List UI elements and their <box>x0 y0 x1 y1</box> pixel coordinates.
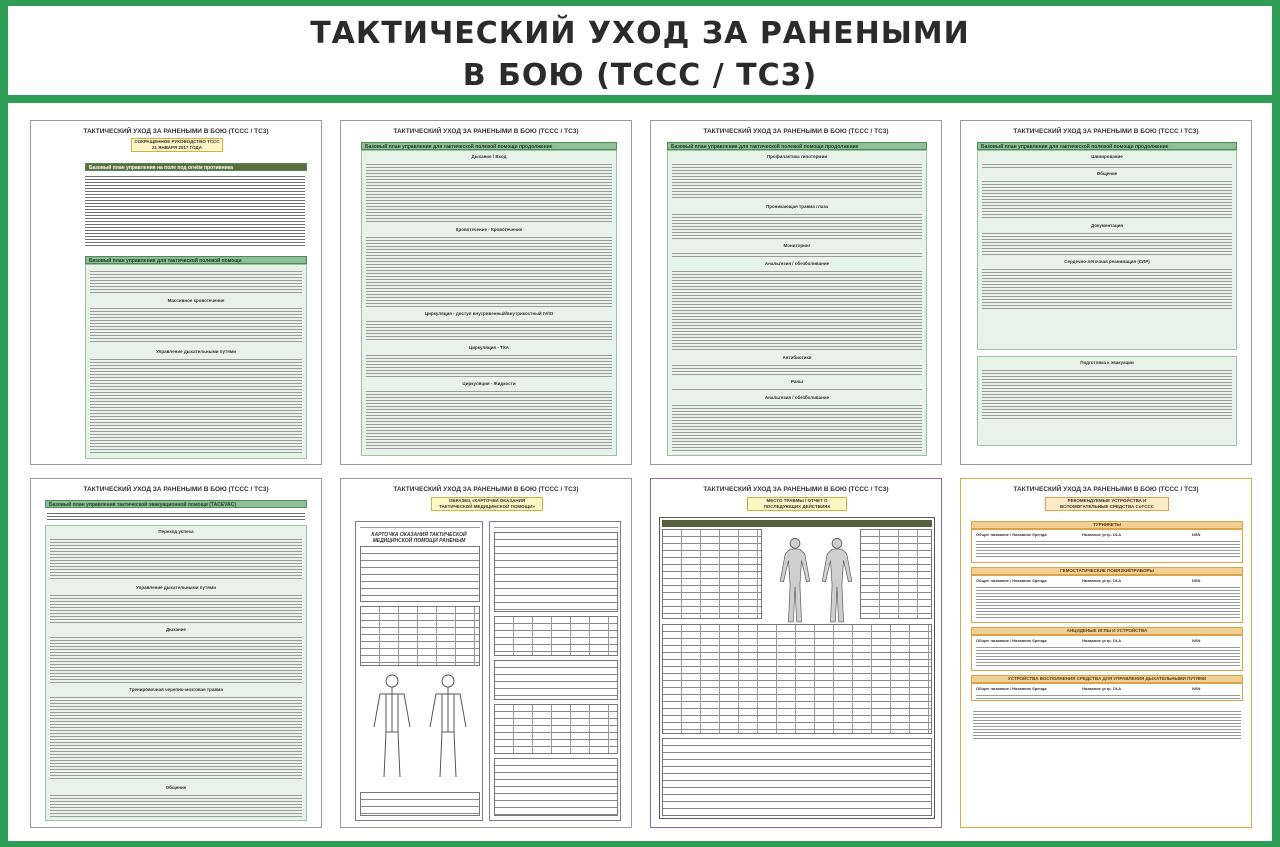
section-heading: Анальгезия / обезболивание <box>764 395 830 400</box>
sheet-5 <box>30 478 322 828</box>
col-label: Общее название / Название бренда <box>976 686 1047 691</box>
form-fields <box>494 660 618 700</box>
text-block <box>90 357 302 453</box>
form-footer <box>360 792 480 816</box>
category-box <box>971 529 1243 563</box>
sheet-8 <box>960 478 1252 828</box>
device-rows <box>976 645 1240 667</box>
sheet-7 <box>650 478 942 828</box>
section-heading: Анальгезия / обезболивание <box>764 261 830 266</box>
poster-header <box>8 6 1272 96</box>
form-grid <box>360 606 480 666</box>
col-label: Общее название / Название бренда <box>976 578 1047 583</box>
section-heading: Циркуляция - TXA <box>468 345 510 350</box>
form-grid <box>494 704 618 754</box>
col-label: NSN <box>1192 578 1201 583</box>
sheet-title: ТАКТИЧЕСКИЙ УХОД ЗА РАНЕНЫМИ В БОЮ (TCCC / TC3) <box>703 128 889 135</box>
form-header-line <box>360 525 480 529</box>
text-block <box>982 231 1232 255</box>
text-block <box>672 403 922 453</box>
text-block <box>672 387 922 391</box>
body-diagram-back <box>426 672 470 782</box>
section-heading: Общение <box>1096 171 1118 176</box>
text-block <box>672 212 922 240</box>
sheet-3 <box>650 120 942 465</box>
poster-title-line2: В БОЮ (TCCC / TC3) <box>462 58 818 93</box>
section-bar: Базовый план управления для тактической полевой помощи продолжение <box>667 142 927 150</box>
section-heading: Документация <box>1090 223 1124 228</box>
report-grid <box>662 624 932 734</box>
casualty-card-title: КАРТОЧКА ОКАЗАНИЯ ТАКТИЧЕСКОЙ МЕДИЦИНСКОЙ ПОМОЩИ РАНЕНЫМ <box>371 532 467 544</box>
section-heading: Профилактика гипотермии <box>766 154 828 159</box>
text-block <box>672 162 922 200</box>
section-heading: Дыхание <box>165 627 187 632</box>
form-grid <box>494 616 618 656</box>
guide-label: СОКРАЩЕННОЕ РУКОВОДСТВО TCCC 21 ЯНВАРЯ 2017 ГОДА <box>131 138 223 152</box>
casualty-card-front <box>355 521 483 821</box>
sheet-title: ТАКТИЧЕСКИЙ УХОД ЗА РАНЕНЫМИ В БОЮ (TCCC / TC3) <box>393 486 579 493</box>
device-rows <box>976 585 1240 619</box>
text-block <box>90 306 302 344</box>
text-block <box>672 363 922 375</box>
section-heading: Циркуляция - Жидкости <box>462 381 516 386</box>
sheet-title: ТАКТИЧЕСКИЙ УХОД ЗА РАНЕНЫМИ В БОЮ (TCCC / TC3) <box>1013 486 1199 493</box>
section-heading: Общение <box>165 785 187 790</box>
section-bar: Базовый план управления для тактической полевой помощи продолжение <box>977 142 1237 150</box>
poster-title-line1: ТАКТИЧЕСКИЙ УХОД ЗА РАНЕНЫМИ <box>310 16 970 51</box>
sheet-title: ТАКТИЧЕСКИЙ УХОД ЗА РАНЕНЫМИ В БОЮ (TCCC / TC3) <box>83 486 269 493</box>
section-box <box>361 150 617 456</box>
device-rows <box>976 693 1240 699</box>
section-heading: Управление дыхательными путями <box>156 349 236 354</box>
section-heading: Массивное кровотечение <box>167 298 225 303</box>
text-block <box>672 251 922 257</box>
category-bar: УСТРОЙСТВА ВОСПОЛНЕНИЯ СРЕДСТВА ДЛЯ УПРАВЛЕНИЯ ДЫХАТЕЛЬНЫМИ ПУТЯМИ <box>971 675 1243 683</box>
report-caption: МЕСТО ТРАВМЫ / ОТЧЕТ О ПОСЛЕДУЮЩИХ ДЕЙСТВИЯХ <box>747 497 847 511</box>
section-box <box>45 525 307 821</box>
report-grid <box>860 529 932 619</box>
form-fields <box>360 546 480 602</box>
text-block <box>50 537 302 581</box>
section-heading: Мониторинг <box>783 243 811 248</box>
section-heading: Антибиотики <box>782 355 812 360</box>
form-caption: ОБРАЗЕЦ «КАРТОЧКИ ОКАЗАНИЯ ТАКТИЧЕСКОЙ МЕДИЦИНСКОЙ ПОМОЩИ» <box>431 497 543 511</box>
section-box <box>667 150 927 456</box>
section-bar: Базовый план управления тактической эвакуационной помощи (TACEVAC) <box>45 500 307 508</box>
sheet-6 <box>340 478 632 828</box>
col-label: NSN <box>1192 638 1201 643</box>
section-heading: Сердечно-лёгочная реанимация (СЛР) <box>1064 259 1150 264</box>
sheet-4 <box>960 120 1252 465</box>
sheet-title: ТАКТИЧЕСКИЙ УХОД ЗА РАНЕНЫМИ В БОЮ (TCCC / TC3) <box>83 128 269 135</box>
sheet-1 <box>30 120 322 465</box>
casualty-card-back <box>489 521 621 821</box>
section-heading: Раны <box>790 379 803 384</box>
section-bar: Базовый план управления для тактической полевой помощи продолжение <box>361 142 617 150</box>
form-header-line <box>494 525 618 529</box>
text-block <box>366 319 612 341</box>
sheet-title: ТАКТИЧЕСКИЙ УХОД ЗА РАНЕНЫМИ В БОЮ (TCCC / TC3) <box>703 486 889 493</box>
devices-caption: РЕКОМЕНДУЕМЫЕ УСТРОЙСТВА И ВСПОМОГАТЕЛЬНЫЕ СРЕДСТВА CoTCCC <box>1045 497 1169 511</box>
sheet-title: ТАКТИЧЕСКИЙ УХОД ЗА РАНЕНЫМИ В БОЮ (TCCC / TC3) <box>1013 128 1199 135</box>
form-fields <box>494 532 618 612</box>
text-block <box>366 353 612 377</box>
body-diagram-front <box>370 672 414 782</box>
body-diagram-back <box>818 536 856 626</box>
section-heading: Кровотечение - Кровотечение <box>455 227 523 232</box>
text-block <box>982 368 1232 420</box>
footnote-text <box>973 709 1241 739</box>
header-divider <box>8 95 1272 103</box>
text-block <box>50 793 302 817</box>
section-bar: Базовый план управления на поле под огнём противника <box>85 163 307 171</box>
col-label: Общее название / Название бренда <box>976 638 1047 643</box>
text-block <box>85 174 305 246</box>
report-form <box>659 517 935 819</box>
section-heading: Проникающая травма глаза <box>765 204 829 209</box>
text-block <box>982 162 1232 168</box>
col-label: Название устр. DLA <box>1082 578 1122 583</box>
col-label: Название устр. DLA <box>1082 638 1122 643</box>
text-block <box>50 635 302 683</box>
category-box <box>971 635 1243 671</box>
category-box <box>971 575 1243 623</box>
device-rows <box>976 539 1240 559</box>
report-grid <box>662 738 932 816</box>
section-heading: Шинирование <box>1091 154 1123 159</box>
section-box <box>977 356 1237 446</box>
text-block <box>366 235 612 307</box>
text-block <box>50 593 302 623</box>
section-heading: Переход успеха <box>158 529 194 534</box>
section-box <box>977 150 1237 350</box>
text-block <box>366 162 612 224</box>
col-label: NSN <box>1192 532 1201 537</box>
category-box <box>971 683 1243 701</box>
col-label: NSN <box>1192 686 1201 691</box>
text-block <box>90 269 302 295</box>
col-label: Название устр. DLA <box>1082 532 1122 537</box>
report-header-band <box>662 520 932 527</box>
category-bar: ГЕМОСТАТИЧЕСКИЕ ПОВЯЗКИ/ПРИБОРЫ <box>971 567 1243 575</box>
report-grid <box>662 529 762 619</box>
section-bar: Базовый план управления для тактической полевой помощи <box>85 256 307 264</box>
category-bar: ТУРНИКЕТЫ <box>971 521 1243 529</box>
category-bar: АНЦИДЕНЫЕ ИГЛЫ И УСТРОЙСТВА <box>971 627 1243 635</box>
form-footer <box>494 758 618 816</box>
section-box <box>85 264 307 459</box>
section-heading: Циркуляция - доступ внутривенный/внутрикостный IV/IO <box>424 311 554 316</box>
section-heading: Тренировочная черепно-мозговая травма <box>129 687 223 692</box>
sheet-2 <box>340 120 632 465</box>
text-block <box>47 511 305 521</box>
section-heading: Подготовка к эвакуации <box>1080 360 1134 365</box>
sheet-title: ТАКТИЧЕСКИЙ УХОД ЗА РАНЕНЫМИ В БОЮ (TCCC / TC3) <box>393 128 579 135</box>
section-heading: Дыхание / Вход <box>471 154 507 159</box>
text-block <box>672 269 922 351</box>
text-block <box>982 267 1232 311</box>
col-label: Общее название / Название бренда <box>976 532 1047 537</box>
section-heading: Управление дыхательными путями <box>136 585 216 590</box>
text-block <box>50 695 302 781</box>
text-block <box>366 389 612 451</box>
text-block <box>982 179 1232 219</box>
col-label: Название устр. DLA <box>1082 686 1122 691</box>
body-diagram-front <box>776 536 814 626</box>
